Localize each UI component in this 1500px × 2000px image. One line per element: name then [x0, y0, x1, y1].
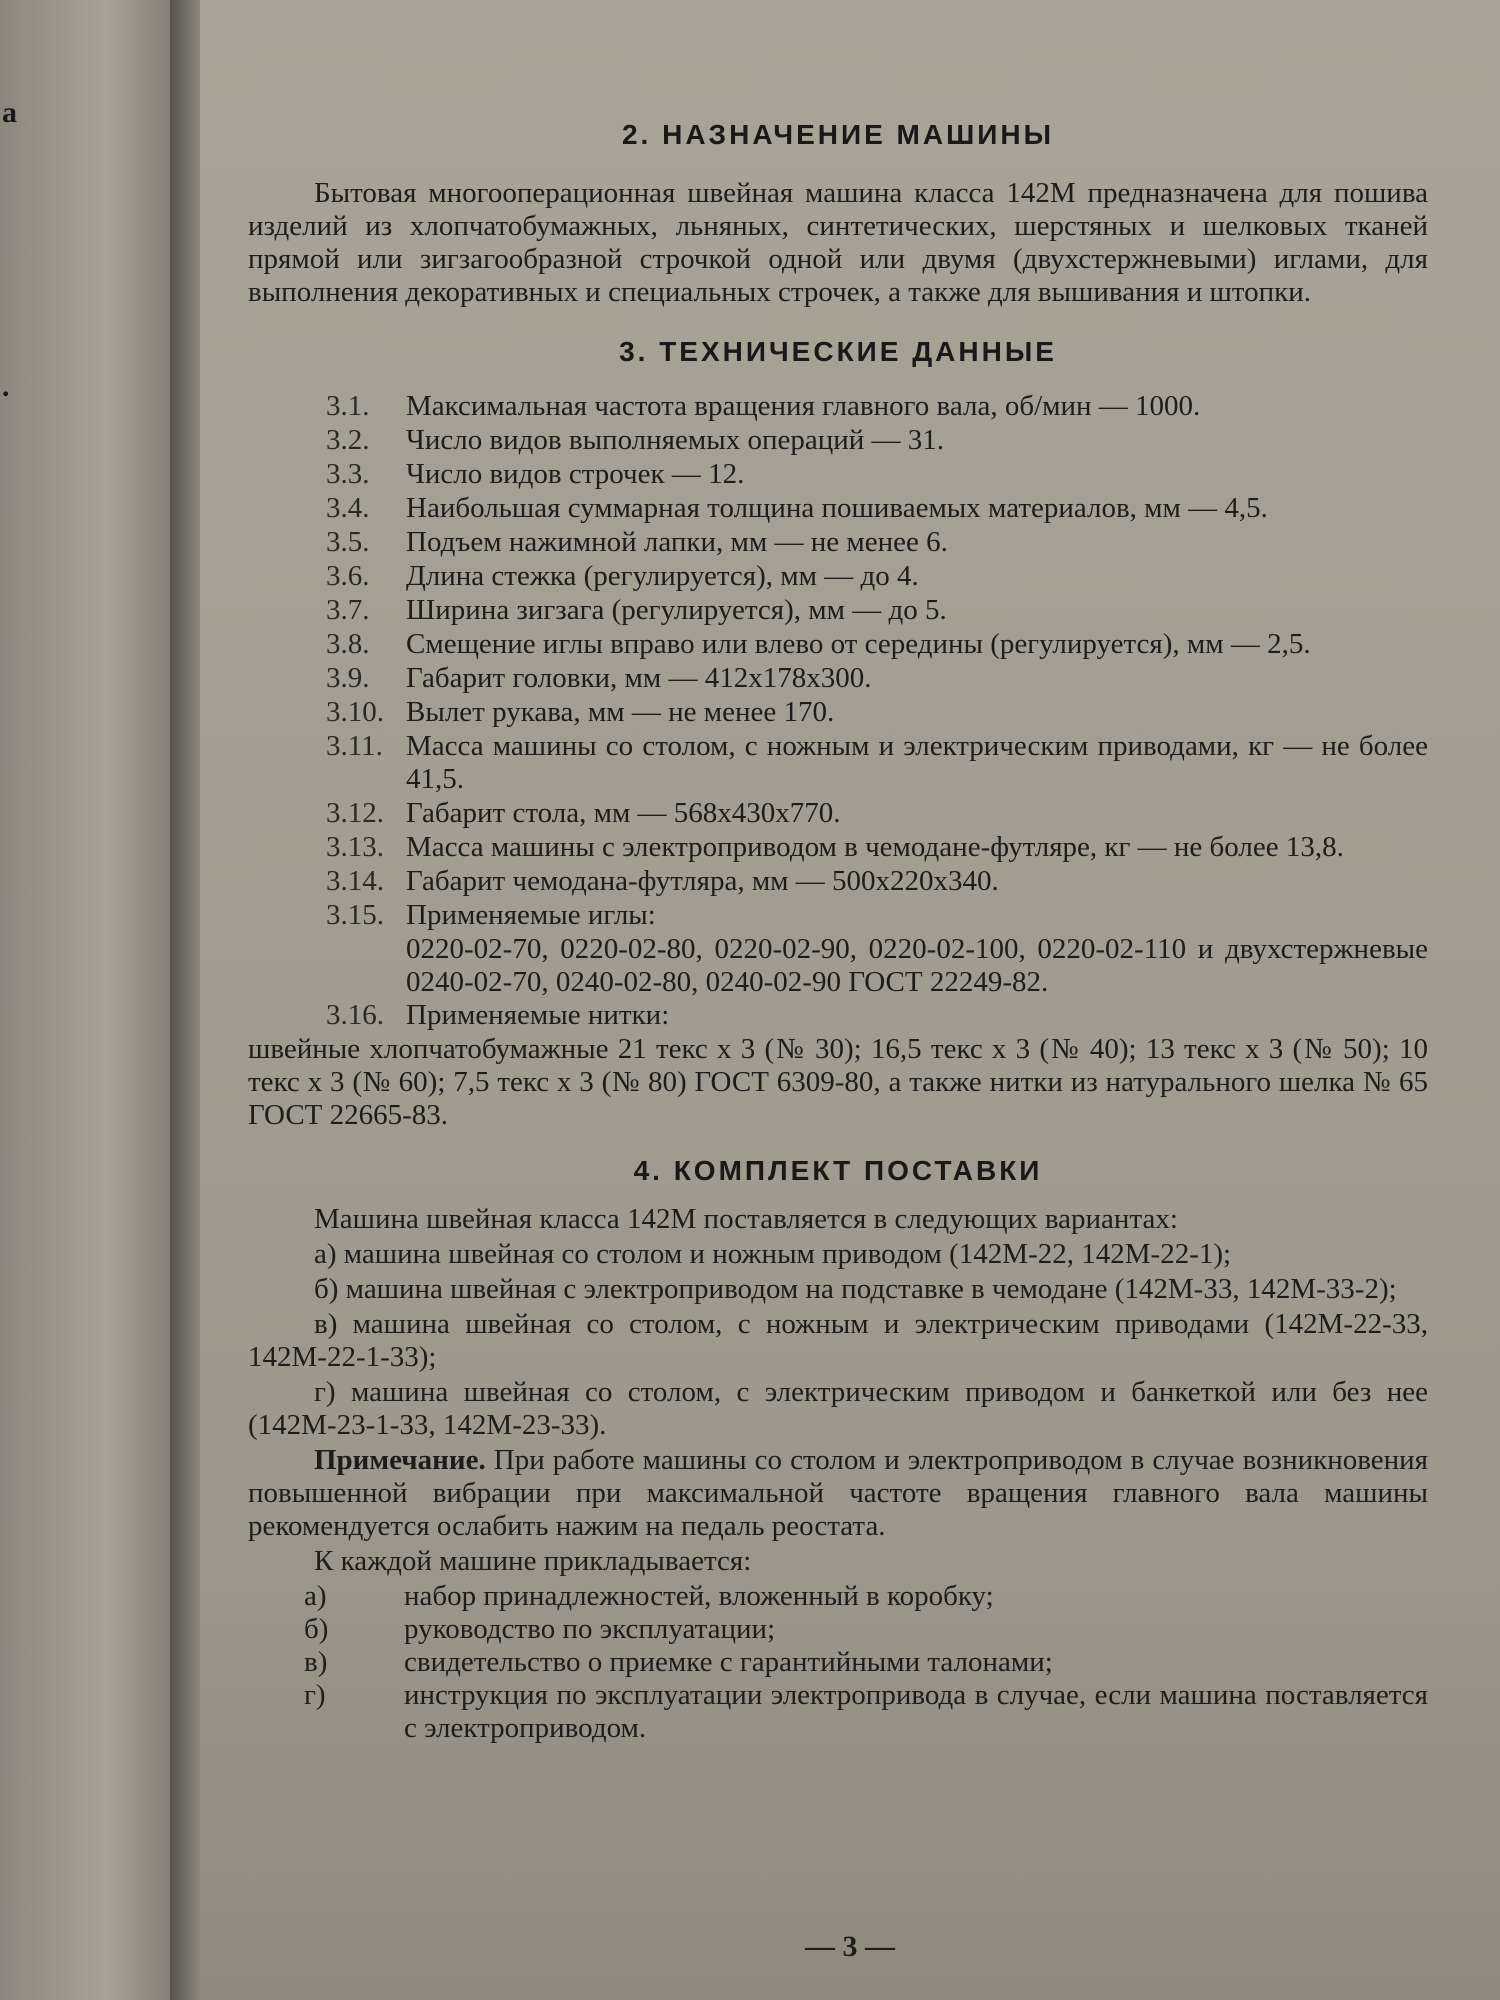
note-text: При работе машины со столом и электроприводом в случае возникновения повышенной вибрации при максимальной частоте вращения главного вала машины рекомендуется ослабить нажим на педаль реостата.	[248, 1444, 1428, 1542]
spec-number: 3.2.	[326, 424, 370, 456]
attached-intro: К каждой машине прикладывается:	[314, 1545, 752, 1577]
section-heading-delivery: 4. КОМПЛЕКТ ПОСТАВКИ	[633, 1155, 1043, 1186]
spec-item	[248, 628, 1428, 661]
spec-item	[248, 424, 1428, 457]
spec-item	[248, 560, 1428, 593]
spec-text: Габарит головки, мм — 412x178x300.	[406, 662, 872, 694]
attached-list	[248, 1580, 1428, 1745]
spec-text: Вылет рукава, мм — не менее 170.	[406, 696, 835, 728]
attached-letter: г)	[304, 1679, 326, 1711]
spec-number: 3.6.	[326, 560, 370, 592]
margin-mark: .	[2, 370, 10, 403]
purpose-paragraph: Бытовая многооперационная швейная машина класса 142М предназначена для пошива изделий из хлопчатобумажных, льняных, синтетических, шерстяных и шелковых тканей прямой или зигзагообразной строчкой одной или двумя (двухстержневыми) иглами, для выполнения декоративных и специальных строчек, а также для вышивания и штопки.	[248, 177, 1428, 308]
spec-item	[248, 999, 1428, 1032]
spec-text: Смещение иглы вправо или влево от середины (регулируется), мм — 2,5.	[406, 628, 1311, 660]
attached-letter: б)	[304, 1613, 329, 1645]
spec-item	[248, 797, 1428, 830]
spec-text: Число видов строчек — 12.	[406, 458, 745, 490]
delivery-variant: в) машина швейная со столом, с ножным и электрическим приводами (142М-22-33, 142М-22-1-33);	[248, 1308, 1428, 1373]
attached-letter: а)	[304, 1580, 327, 1612]
spec-item	[248, 696, 1428, 729]
attached-item	[248, 1580, 1428, 1613]
threads-paragraph: швейные хлопчатобумажные 21 текс x 3 (№ 30); 16,5 текс x 3 (№ 40); 13 текс x 3 (№ 50); 10 текс x 3 (№ 60); 7,5 текс x 3 (№ 80) ГОСТ 6309-80, а также нитки из натурального шелка № 65 ГОСТ 22665-83.	[248, 1033, 1428, 1131]
spec-text: Габарит чемодана-футляра, мм — 500x220x340.	[406, 865, 999, 897]
spec-text: Подъем нажимной лапки, мм — не менее 6.	[406, 526, 948, 558]
spec-number: 3.4.	[326, 492, 370, 524]
spec-text: Масса машины со столом, с ножным и электрическим приводами, кг — не более 41,5.	[406, 730, 1428, 795]
spec-text: Число видов выполняемых операций — 31.	[406, 424, 945, 456]
spec-item	[248, 865, 1428, 898]
spec-number: 3.14.	[326, 865, 384, 897]
attached-text: инструкция по эксплуатации электропривода в случае, если машина поставляется с электроприводом.	[404, 1679, 1428, 1744]
spec-number: 3.5.	[326, 526, 370, 558]
delivery-variant: г) машина швейная со столом, с электрическим приводом и банкеткой или без нее (142М-23-1-33, 142М-23-33).	[248, 1376, 1428, 1441]
attached-item	[248, 1646, 1428, 1679]
delivery-variant: б) машина швейная с электроприводом на подставке в чемодане (142М-33, 142М-33-2);	[314, 1273, 1397, 1305]
delivery-variant: а) машина швейная со столом и ножным приводом (142М-22, 142М-22-1);	[314, 1238, 1232, 1270]
spec-item	[248, 594, 1428, 627]
needles-paragraph: 0220-02-70, 0220-02-80, 0220-02-90, 0220-02-100, 0220-02-110 и двухстержневые 0240-02-70, 0240-02-80, 0240-02-90 ГОСТ 22249-82.	[406, 933, 1428, 998]
attached-text: набор принадлежностей, вложенный в коробку;	[404, 1580, 994, 1612]
document-page	[200, 0, 1500, 2000]
spec-text: Максимальная частота вращения главного вала, об/мин — 1000.	[406, 390, 1201, 422]
note-label: Примечание.	[314, 1444, 486, 1476]
spec-number: 3.15.	[326, 899, 384, 931]
spec-item	[248, 899, 1428, 932]
spec-text: Габарит стола, мм — 568x430x770.	[406, 797, 841, 829]
delivery-section	[248, 1203, 1428, 1745]
spec-number: 3.8.	[326, 628, 370, 660]
attached-text: руководство по эксплуатации;	[404, 1613, 776, 1645]
spec-text: Ширина зигзага (регулируется), мм — до 5.	[406, 594, 947, 626]
spec-item	[248, 730, 1428, 796]
spec-text: Наибольшая суммарная толщина пошиваемых материалов, мм — 4,5.	[406, 492, 1268, 524]
spec-item	[248, 390, 1428, 423]
section-heading-tech: 3. ТЕХНИЧЕСКИЕ ДАННЫЕ	[619, 336, 1057, 367]
spec-item	[248, 458, 1428, 491]
page-number: — 3 —	[805, 1930, 895, 1963]
delivery-intro: Машина швейная класса 142М поставляется в следующих вариантах:	[314, 1203, 1178, 1235]
spec-item	[248, 526, 1428, 559]
spec-number: 3.9.	[326, 662, 370, 694]
facing-page-edge	[0, 0, 178, 2000]
delivery-note	[248, 1444, 1428, 1543]
spec-item	[248, 662, 1428, 695]
attached-letter: в)	[304, 1646, 328, 1678]
spec-number: 3.7.	[326, 594, 370, 626]
spec-text: Масса машины с электроприводом в чемодане-футляре, кг — не более 13,8.	[406, 831, 1344, 863]
spec-item	[248, 831, 1428, 864]
spec-number: 3.16.	[326, 999, 384, 1031]
spec-number: 3.12.	[326, 797, 384, 829]
spec-number: 3.1.	[326, 390, 370, 422]
spec-item	[248, 492, 1428, 525]
section-heading-purpose: 2. НАЗНАЧЕНИЕ МАШИНЫ	[621, 119, 1054, 150]
page-content	[248, 118, 1428, 1745]
spec-number: 3.10.	[326, 696, 384, 728]
tech-spec-list	[248, 390, 1428, 932]
attached-text: свидетельство о приемке с гарантийными талонами;	[404, 1646, 1053, 1678]
spec-number: 3.13.	[326, 831, 384, 863]
spec-text: Применяемые иглы:	[406, 899, 656, 931]
spec-number: 3.3.	[326, 458, 370, 490]
attached-item	[248, 1679, 1428, 1745]
attached-item	[248, 1613, 1428, 1646]
spec-text: Применяемые нитки:	[406, 999, 670, 1031]
margin-mark: а	[2, 96, 17, 129]
spec-number: 3.11.	[326, 730, 383, 762]
spec-text: Длина стежка (регулируется), мм — до 4.	[406, 560, 919, 592]
